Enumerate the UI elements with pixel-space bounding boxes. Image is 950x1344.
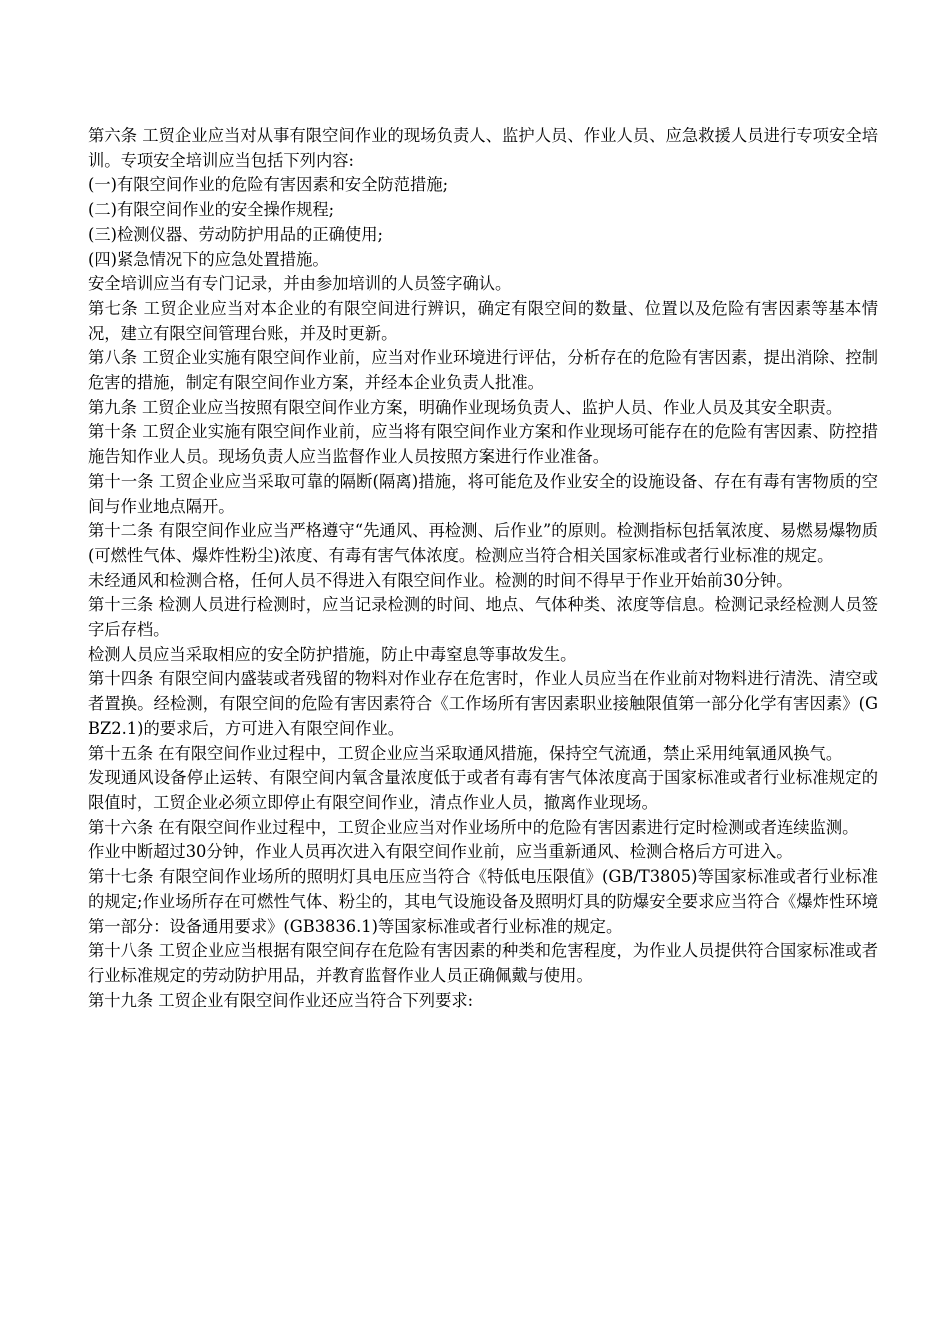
article-11: 第十一条 工贸企业应当采取可靠的隔断(隔离)措施，将可能危及作业安全的设施设备、存在有毒有害物质的空间与作业地点隔开。 xyxy=(88,471,878,516)
article-16-detail: 作业中断超过30分钟，作业人员再次进入有限空间作业前，应当重新通风、检测合格后方可进入。 xyxy=(88,842,793,862)
article-13-detail: 检测人员应当采取相应的安全防护措施，防止中毒窒息等事故发生。 xyxy=(88,644,577,664)
article-13: 第十三条 检测人员进行检测时，应当记录检测的时间、地点、气体种类、浓度等信息。检测记录经检测人员签字后存档。 xyxy=(88,595,878,640)
list-item-3: (三)检测仪器、劳动防护用品的正确使用; xyxy=(88,224,383,244)
list-item-2: (二)有限空间作业的安全操作规程; xyxy=(88,200,335,220)
article-9: 第九条 工贸企业应当按照有限空间作业方案，明确作业现场负责人、监护人员、作业人员及其安全职责。 xyxy=(88,397,843,417)
article-12: 第十二条 有限空间作业应当严格遵守“先通风、再检测、后作业”的原则。检测指标包括氧浓度、易燃易爆物质(可燃性气体、爆炸性粉尘)浓度、有毒有害气体浓度。检测应当符合相关国家标准或者行业标准的规定。 xyxy=(88,521,878,565)
article-6-intro: 第六条 工贸企业应当对从事有限空间作业的现场负责人、监护人员、作业人员、应急救援人员进行专项安全培训。专项安全培训应当包括下列内容: xyxy=(88,126,878,170)
article-8: 第八条 工贸企业实施有限空间作业前，应当对作业环境进行评估，分析存在的危险有害因素，提出消除、控制危害的措施，制定有限空间作业方案，并经本企业负责人批准。 xyxy=(88,348,878,393)
article-18: 第十八条 工贸企业应当根据有限空间存在危险有害因素的种类和危害程度，为作业人员提供符合国家标准或者行业标准规定的劳动防护用品，并教育监督作业人员正确佩戴与使用。 xyxy=(88,941,878,985)
article-16: 第十六条 在有限空间作业过程中，工贸企业应当对作业场所中的危险有害因素进行定时检测或者连续监测。 xyxy=(88,817,859,837)
article-19: 第十九条 工贸企业有限空间作业还应当符合下列要求: xyxy=(88,990,474,1010)
article-15: 第十五条 在有限空间作业过程中，工贸企业应当采取通风措施，保持空气流通，禁止采用纯氧通风换气。 xyxy=(88,743,843,763)
list-item-1: (一)有限空间作业的危险有害因素和安全防范措施; xyxy=(88,175,449,195)
article-10: 第十条 工贸企业实施有限空间作业前，应当将有限空间作业方案和作业现场可能存在的危险有害因素、防控措施告知作业人员。现场负责人应当监督作业人员按照方案进行作业准备。 xyxy=(88,422,878,467)
article-12-detail: 未经通风和检测合格，任何人员不得进入有限空间作业。检测的时间不得早于作业开始前30分钟。 xyxy=(88,570,793,590)
document-body xyxy=(88,124,878,1013)
article-17: 第十七条 有限空间作业场所的照明灯具电压应当符合《特低电压限值》(GB/T3805)等国家标准或者行业标准的规定;作业场所存在可燃性气体、粉尘的，其电气设施设备及照明灯具的防爆安全要求应当符合《爆炸性环境第一部分：设备通用要求》(GB3836.1)等国家标准或者行业标准的规定。 xyxy=(88,867,878,936)
article-7: 第七条 工贸企业应当对本企业的有限空间进行辨识，确定有限空间的数量、位置以及危险有害因素等基本情况，建立有限空间管理台账，并及时更新。 xyxy=(88,298,878,343)
article-15-detail: 发现通风设备停止运转、有限空间内氧含量浓度低于或者有毒有害气体浓度高于国家标准或者行业标准规定的限值时，工贸企业必须立即停止有限空间作业，清点作业人员，撤离作业现场。 xyxy=(88,768,878,812)
list-item-4: (四)紧急情况下的应急处置措施。 xyxy=(88,249,329,269)
training-record-note: 安全培训应当有专门记录，并由参加培训的人员签字确认。 xyxy=(88,274,512,294)
article-14: 第十四条 有限空间内盛装或者残留的物料对作业存在危害时，作业人员应当在作业前对物料进行清洗、清空或者置换。经检测，有限空间的危险有害因素符合《工作场所有害因素职业接触限值第一部分化学有害因素》(GBZ2.1)的要求后，方可进入有限空间作业。 xyxy=(88,669,878,738)
